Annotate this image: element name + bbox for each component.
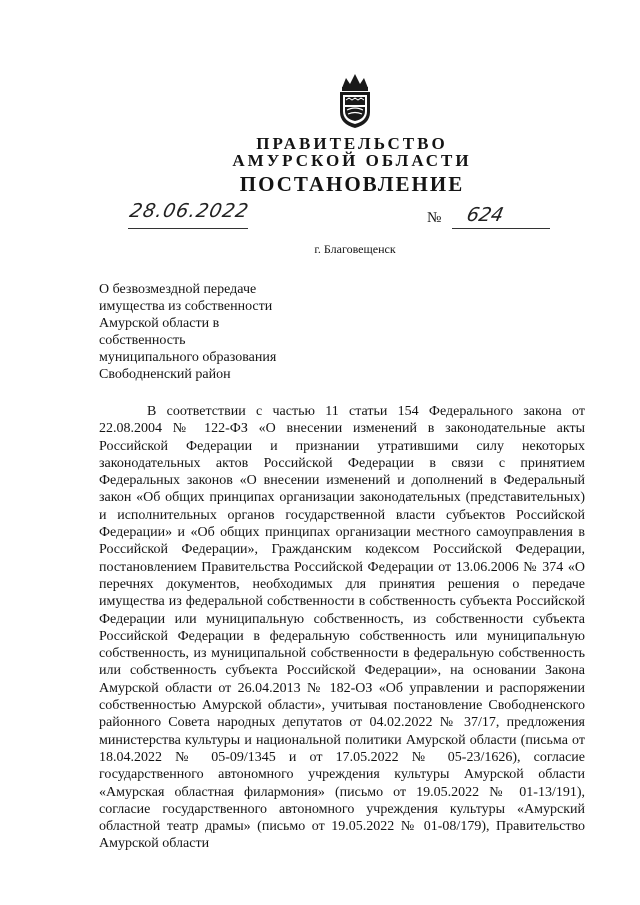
city-name: г. Благовещенск <box>314 242 396 256</box>
number-underline <box>452 228 550 229</box>
body-paragraph: В соответствии с частью 11 статьи 154 Федерального закона от 22.08.2004 № 122-ФЗ «О внесении изменений в законодательные акты Российской Федерации и признании утратившими силу некоторых законодательных актов Российской Федерации в связи с принятием Федеральных законов «О внесении изменений и дополнений в Федеральный закон «Об общих принципах организации законодательных (представительных) и исполнительных органов государственной власти субъектов Российской Федерации» и «Об общих принципах организации местного самоуправления в Российской Федерации», Гражданским кодексом Российской Федерации, постановлением Правительства Российской Федерации от 13.06.2006 № 374 «О перечнях документов, необходимых для принятия решения о передаче имущества из федеральной собственности в собственность субъекта Российской Федерации или муниципальную собственность, из собственности субъекта Российской Федерации в федеральную собственность или муниципальную собственность, из муниципальной собственности в федеральную собственность или собственность субъекта Российской Федерации», на основании Закона Амурской области от 26.04.2013 № 182-ОЗ «Об управлении и распоряжении собственностью Амурской области», учитывая постановление Свободненского районного Совета народных депутатов от 04.02.2022 № 37/17, предложения министерства культуры и национальной политики Амурской области (письма от 18.04.2022 № 05-09/1345 и от 17.05.2022 № 05-23/1626), согласие государственного автономного учреждения культуры Амурской области «Амурская областная филармония» (письмо от 19.05.2022 № 01-13/191), согласие государственного автономного учреждения культуры «Амурский областной театр драмы» (письмо от 19.05.2022 № 01-08/179), Правительство Амурской области <box>99 404 585 852</box>
subject-line: муниципального образования <box>99 350 277 365</box>
subject-line: О безвозмездной передаче <box>99 282 257 297</box>
subject-line: собственность <box>99 333 186 348</box>
document-date: 28.06.2022 <box>127 200 252 222</box>
document-type: ПОСТАНОВЛЕНИЕ <box>239 172 465 196</box>
document-number: 624 <box>464 204 506 226</box>
number-sign: № <box>427 210 442 226</box>
document-subject <box>99 281 339 383</box>
date-underline <box>128 228 248 229</box>
coat-of-arms-icon <box>334 72 376 130</box>
subject-line: Свободненский район <box>99 367 231 382</box>
subject-line: имущества из собственности <box>99 299 273 314</box>
org-name-line2: АМУРСКОЙ ОБЛАСТИ <box>232 151 472 170</box>
org-name-line1: ПРАВИТЕЛЬСТВО <box>256 134 448 153</box>
subject-line: Амурской области в <box>99 316 220 331</box>
